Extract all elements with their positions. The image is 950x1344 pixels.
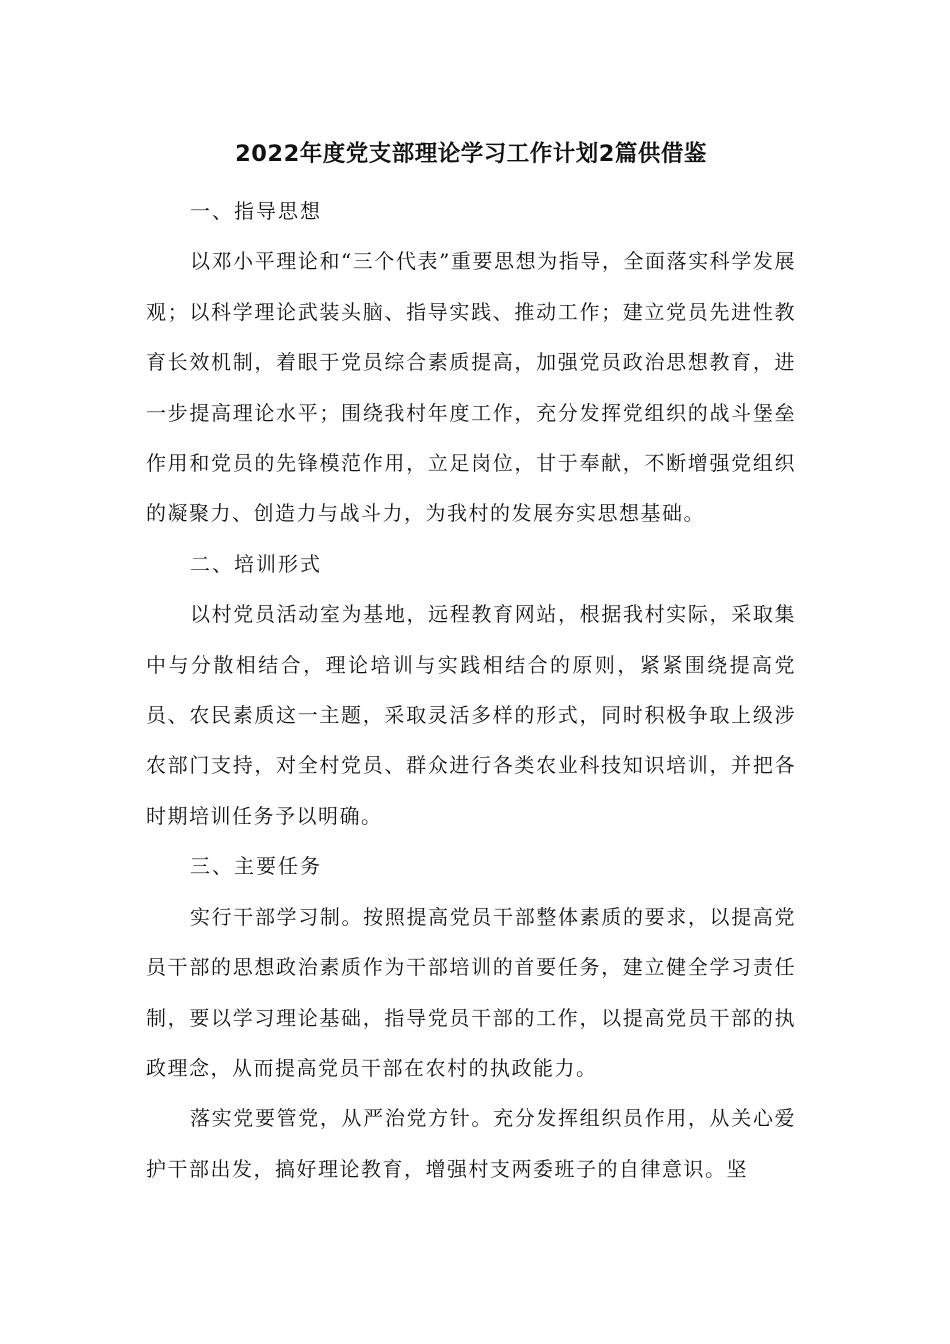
paragraph: 以邓小平理论和“三个代表”重要思想为指导，全面落实科学发展观；以科学理论武装头脑、指导实践、推动工作；建立党员先进性教育长效机制，着眼于党员综合素质提高，加强党员政治思想教育，进一步提高理论水平；围绕我村年度工作，充分发挥党组织的战斗堡垒作用和党员的先锋模范作用，立足岗位，甘于奉献，不断增强党组织的凝聚力、创造力与战斗力，为我村的发展夯实思想基础。 — [146, 249, 796, 526]
section-heading: 二、培训形式 — [190, 551, 322, 576]
section-heading: 三、主要任务 — [190, 854, 322, 879]
section-training-format — [146, 539, 796, 841]
section-main-tasks — [146, 841, 796, 1194]
section-heading: 一、指导思想 — [190, 199, 322, 223]
section-guiding-ideology — [146, 186, 796, 539]
paragraph: 落实党要管党，从严治党方针。充分发挥组织员作用，从关心爱护干部出发，搞好理论教育，增强村支两委班子的自律意识。坚 — [146, 1106, 796, 1181]
paragraph: 以村党员活动室为基地，远程教育网站，根据我村实际，采取集中与分散相结合，理论培训与实践相结合的原则，紧紧围绕提高党员、农民素质这一主题，采取灵活多样的形式，同时积极争取上级涉农部门支持，对全村党员、群众进行各类农业科技知识培训，并把各时期培训任务予以明确。 — [146, 602, 796, 828]
document-page — [146, 136, 796, 1194]
paragraph: 实行干部学习制。按照提高党员干部整体素质的要求，以提高党员干部的思想政治素质作为干部培训的首要任务，建立健全学习责任制，要以学习理论基础，指导党员干部的工作，以提高党员干部的执政理念，从而提高党员干部在农村的执政能力。 — [146, 904, 796, 1080]
document-title: 2022年度党支部理论学习工作计划2篇供借鉴 — [235, 141, 707, 167]
